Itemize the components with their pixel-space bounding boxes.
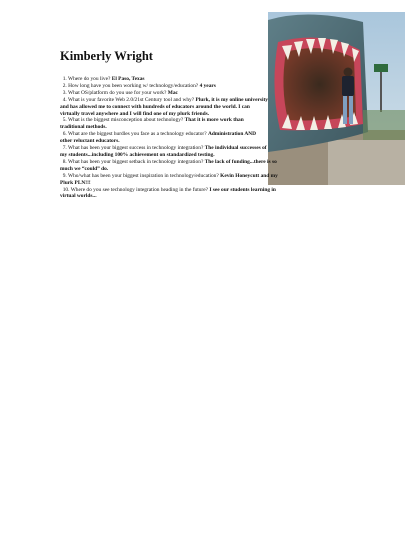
qa-item-7: 7. What has been your biggest success in technology integration? The individual successes of my students...including 100% achievement on standardized testing.	[60, 145, 267, 158]
question-3: What OS/platform do you use for your work?	[68, 89, 167, 96]
qa-item-9: 9. Who/what has been your biggest inspiration in technology/education? Kevin Honeycutt and my Plurk PLN!!!	[60, 172, 278, 186]
qa-item-2: 2. How long have you been working w/ technology/education? 4 years	[62, 82, 216, 89]
qa-item-8: 8. What has been your biggest setback in technology integration? The lack of funding...there is so much we “could” do.	[60, 158, 277, 172]
answer-10: I see our students learning in virtual worlds...	[60, 186, 276, 200]
answer-9: Kevin Honeycutt and my Plurk PLN!!!	[60, 172, 278, 186]
answer-8: The lack of funding...there is so much we “could” do.	[60, 158, 277, 172]
question-1: Where do you live?	[68, 76, 111, 82]
qa-item-5: 5. What is the biggest misconception about technology? That it is more work than traditional methods.	[60, 117, 244, 131]
answer-3: Mac	[167, 89, 178, 96]
interview-answers	[60, 76, 278, 200]
question-6: What are the biggest hurdles you face as a technology educator?	[68, 131, 207, 138]
qa-item-10: 10. Where do you see technology integration heading in the future? I see our students learning in virtual worlds...	[60, 186, 276, 200]
answer-2: 4 years	[199, 82, 216, 89]
qa-item-1: 1. Where do you live? El Paso, Texas	[62, 76, 145, 82]
question-9: Who/what has been your biggest inspiration in technology/education?	[68, 172, 219, 179]
question-7: What has been your biggest success in technology integration?	[68, 145, 204, 152]
answer-5: That it is more work than traditional methods.	[60, 117, 244, 131]
shark-sculpture-photo	[268, 12, 405, 185]
question-8: What has been your biggest setback in technology integration?	[68, 158, 204, 165]
qa-item-3: 3. What OS/platform do you use for your work? Mac	[62, 89, 178, 96]
question-10: Where do you see technology integration heading in the future?	[70, 186, 208, 193]
question-5: What is the biggest misconception about technology?	[68, 117, 184, 124]
question-2: How long have you been working w/ technology/education?	[68, 82, 199, 89]
qa-item-4: 4. What is your favorite Web 2.0/21st Century tool and why? Plurk, it is my online university and has allowed me to connect with hundreds of educators around the world. I can virtually travel anywhere and I will find one of my plurk friends.	[60, 96, 268, 117]
answer-7: The individual successes of my students...including 100% achievement on standardized testing.	[60, 145, 267, 158]
answer-4: Plurk, it is my online university and has allowed me to connect with hundreds of educators around the world. I can virtually travel anywhere and I will find one of my plurk friends.	[60, 96, 268, 117]
answer-6: Administration AND other reluctant educators.	[60, 131, 257, 145]
page-title: Kimberly Wright	[60, 49, 153, 63]
answer-1: El Paso, Texas	[111, 76, 145, 82]
qa-item-6: 6. What are the biggest hurdles you face as a technology educator? Administration AND other reluctant educators.	[60, 131, 257, 145]
question-4: What is your favorite Web 2.0/21st Century tool and why?	[68, 96, 195, 103]
